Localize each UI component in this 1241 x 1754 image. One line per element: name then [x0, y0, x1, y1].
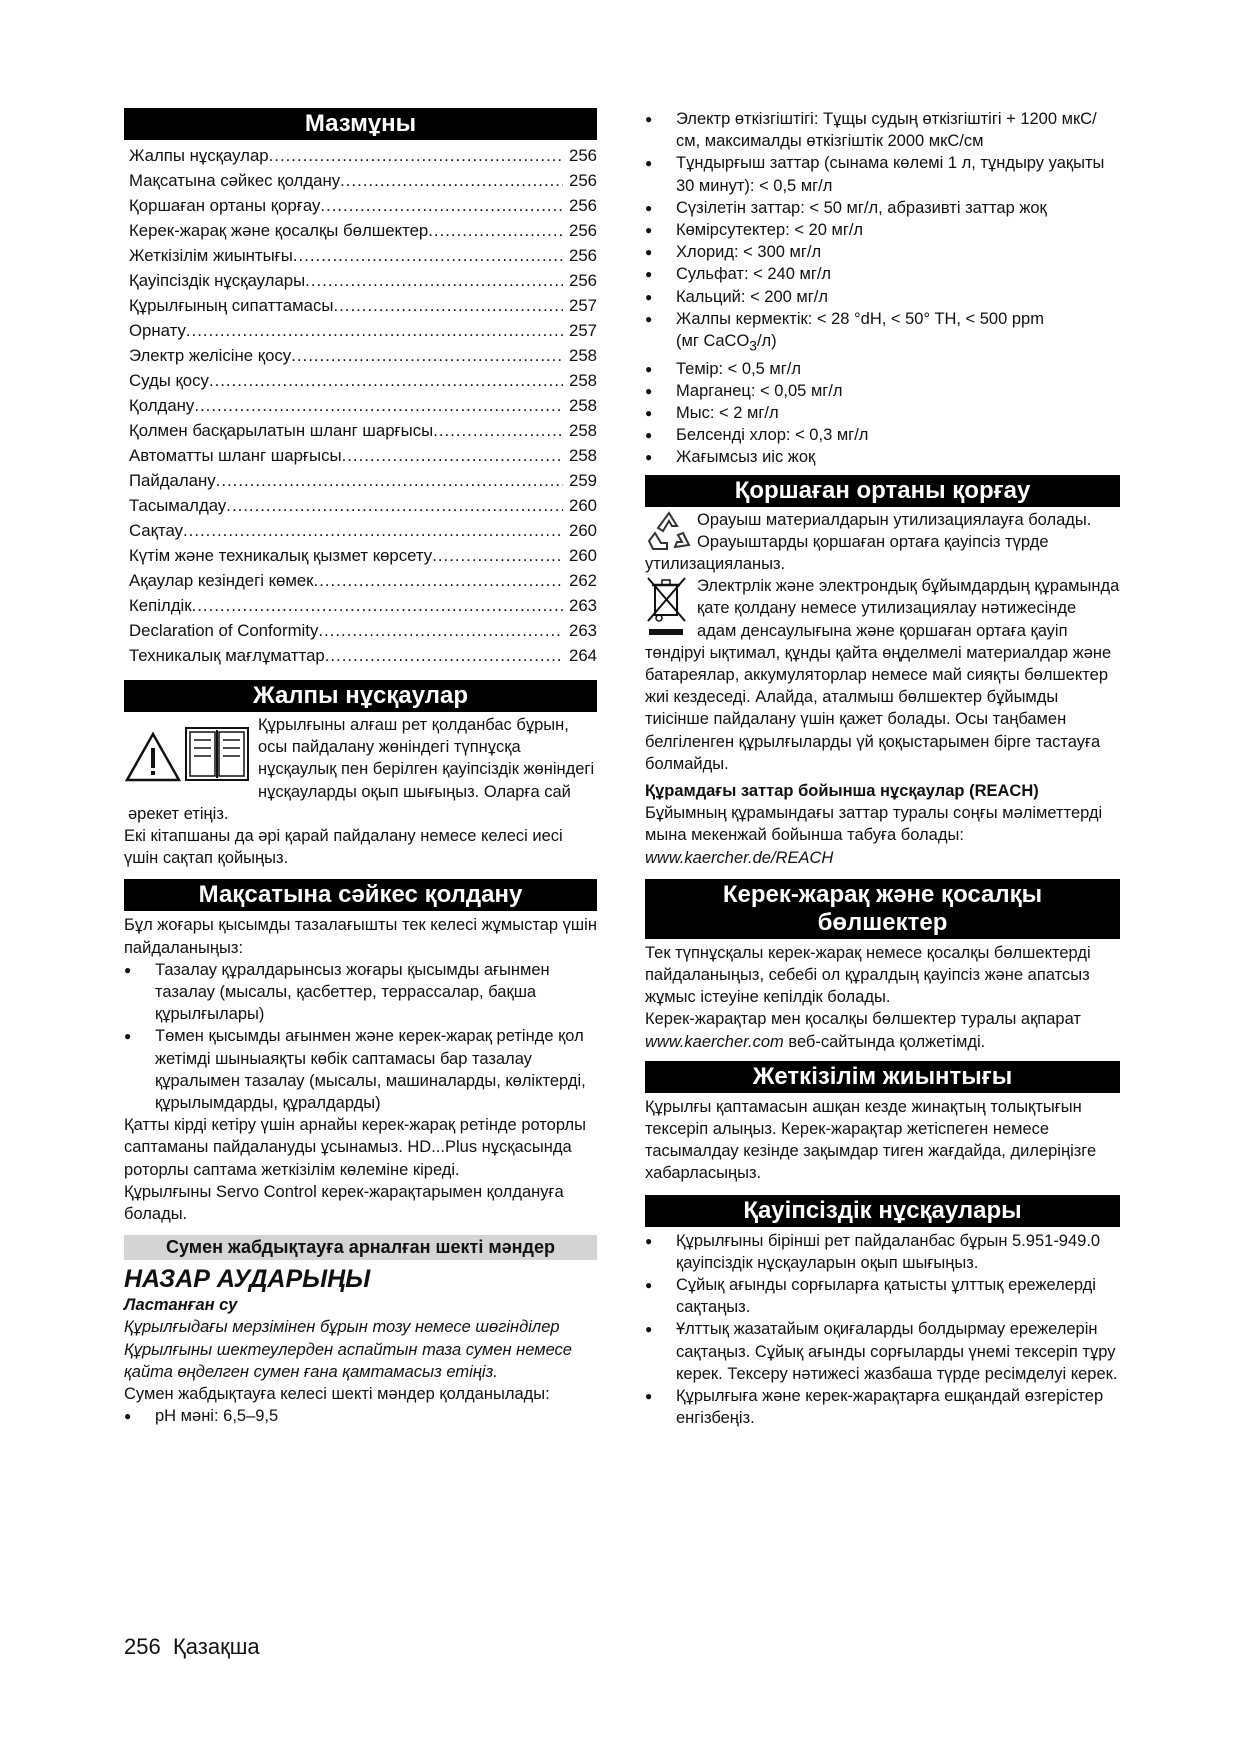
accessories-link[interactable]: www.kaercher.com	[645, 1032, 784, 1051]
toc-entry-page: 257	[569, 321, 597, 340]
toc-entry[interactable]	[129, 168, 597, 193]
toc-leader-dots	[314, 568, 563, 593]
toc-entry-page: 259	[569, 471, 597, 490]
toc-entry-page: 262	[569, 571, 597, 590]
toc-entry[interactable]	[129, 618, 597, 643]
accessories-text-b: веб-сайтында қолжетімді.	[788, 1032, 986, 1051]
toc-entry-page: 256	[569, 146, 597, 165]
reach-text	[645, 802, 1120, 869]
toc-entry[interactable]	[129, 543, 597, 568]
toc-entry-page: 257	[569, 296, 597, 315]
toc-leader-dots	[291, 343, 563, 368]
intended-paragraph-2: Құрылғыны Servo Control керек-жарақтарымен қолдануға болады.	[124, 1182, 564, 1224]
list-item: ● Хлорид: < 300 мг/л	[645, 241, 1120, 263]
general-paragraph-2: Екі кітапшаны да әрі қарай пайдалану немесе келесі иесі үшін сақтап қойыңыз.	[124, 827, 563, 868]
toc-entry[interactable]	[129, 593, 597, 618]
list-item: ● Сүзілетін заттар: < 50 мг/л, абразивті заттар жоқ	[645, 197, 1120, 219]
warning-book-icons	[124, 714, 252, 786]
toc-entry-label: Электр желісіне қосу	[129, 346, 292, 365]
toc-entry[interactable]	[129, 493, 597, 518]
toc-entry[interactable]	[129, 318, 597, 343]
list-item: ● Төмен қысымды ағынмен және керек-жарақ ретінде қол жетімді шыныаяқты көбік саптамасы бар тазалау құралымен тазалау (мысалы, машиналарды, көліктерді, құрылымдарды, құралдарды)	[124, 1025, 597, 1114]
environment-paragraph-2: Электрлік және электрондық бұйымдардың құрамында қате қолдану немесе утилизациялау нәтижесінде адам денсаулығына және қоршаған ортаға қауіп төндіруі ықтимал, құнды қайта өңделмелі материалдар және батареялар, аккумуляторлар немесе май сияқты бөлшектер жиі кездеседі. Алайда, аталмыш бөлшектер бұйымды тиісінше пайдалану үшін қажет болады. Осы таңбамен белгіленген құрылғыларды үй қоқыстарымен бірге тастауға болмайды.	[645, 577, 1120, 773]
general-heading: Жалпы нұсқаулар	[124, 680, 597, 712]
language-label: Қазақша	[172, 1634, 260, 1659]
toc-entry-page: 260	[569, 521, 597, 540]
water-intro: Сумен жабдықтауға келесі шекті мәндер қолданылады:	[124, 1385, 550, 1404]
toc-entry-label: Суды қосу	[129, 371, 209, 390]
hardness-caco3-b: /л)	[756, 332, 777, 351]
toc-entry-label: Declaration of Conformity	[129, 621, 319, 640]
list-item: ● Тазалау құралдарынсыз жоғары қысымды ағынмен тазалау (мысалы, қасбеттер, террассалар, бақша құрылғылары)	[124, 959, 597, 1026]
toc-entry-page: 256	[569, 196, 597, 215]
general-paragraph-1: Құрылғыны алғаш рет қолданбас бұрын, осы пайдалану жөніндегі түпнұсқа нұсқаулық пен берілген қауіпсіздік жөніндегі нұсқауларды оқып шығыңыз. Оларға сай әрекет етіңіз.	[128, 716, 595, 823]
reach-title: Құрамдағы заттар бойынша нұсқаулар (REACH)	[645, 781, 1039, 800]
reach-body: Бұйымның құрамындағы заттар туралы соңғы мәліметтерді мына мекенжай бойынша табуға болады:	[645, 804, 1103, 845]
toc-entry[interactable]	[129, 243, 597, 268]
toc-entry-label: Техникалық мағлұматтар	[129, 646, 325, 665]
toc-entry[interactable]	[129, 268, 597, 293]
toc-heading: Мазмұны	[124, 108, 597, 140]
toc-entry[interactable]	[129, 643, 597, 668]
intended-list	[124, 959, 597, 1114]
toc-leader-dots	[305, 268, 563, 293]
toc-entry-page: 256	[569, 246, 597, 265]
recycle-icon	[645, 509, 695, 553]
toc-entry-label: Автоматты шланг шарғысы	[129, 446, 342, 465]
toc-entry-page: 263	[569, 621, 597, 640]
toc-leader-dots	[293, 243, 563, 268]
toc-leader-dots	[433, 418, 563, 443]
warning-title: НАЗАР АУДАРЫҢЫ	[124, 1265, 371, 1294]
toc-entry[interactable]	[129, 193, 597, 218]
list-item: ● Сұйық ағынды сорғыларға қатысты ұлттық ережелерді сақтаңыз.	[645, 1274, 1120, 1318]
list-item: ● Құрылғыға және керек-жарақтарға ешқандай өзгерістер енгізбеңіз.	[645, 1385, 1120, 1429]
toc-leader-dots	[194, 393, 563, 418]
list-item: ● Ұлттық жазатайым оқиғаларды болдырмау ережелерін сақтаңыз. Сұйық ағынды сорғыларды үнемі тексеріп тұру керек. Тексеру нәтижесі жазбаша түрде ресімделуі керек.	[645, 1318, 1120, 1385]
toc-leader-dots	[186, 318, 563, 343]
toc-entry[interactable]	[129, 343, 597, 368]
intended-intro: Бұл жоғары қысымды тазалағышты тек келесі жұмыстар үшін пайдаланыңыз:	[124, 916, 597, 957]
toc-leader-dots	[318, 618, 563, 643]
list-item: ● pH мәні: 6,5–9,5	[124, 1405, 597, 1427]
toc-leader-dots	[342, 443, 563, 468]
water-limits-list-part-1	[124, 1405, 597, 1427]
toc-entry-label: Ақаулар кезіндегі көмек	[129, 571, 314, 590]
warning-triangle-icon	[124, 714, 252, 784]
list-item: ● Тұндырғыш заттар (сынама көлемі 1 л, тұндыру уақыты 30 минут): < 0,5 мг/л	[645, 152, 1120, 196]
toc-entry-label: Жеткізілім жиынтығы	[129, 246, 293, 265]
accessories-text-a: Керек-жарақтар мен қосалқы бөлшектер туралы ақпарат	[645, 1010, 1081, 1029]
list-item	[645, 308, 1120, 358]
toc-entry[interactable]	[129, 368, 597, 393]
warning-text-1: Құрылғыдағы мерзімінен бұрын тозу немесе шөгінділер	[124, 1318, 560, 1337]
toc-entry-page: 256	[569, 271, 597, 290]
toc-entry-label: Мақсатына сәйкес қолдану	[129, 171, 341, 190]
toc-entry-label: Құрылғының сипаттамасы	[129, 296, 334, 315]
toc-entry-page: 264	[569, 646, 597, 665]
intended-paragraph-1: Қатты кірді кетіру үшін арнайы керек-жарақ ретінде роторлы саптаманы пайдалануды ұсынамыз. HD...Plus нұсқасында роторлы саптама жеткізілім көлеміне кіреді.	[124, 1116, 586, 1179]
accessories-heading: Керек-жарақ және қосалқы бөлшектер	[645, 879, 1120, 939]
toc-entry-label: Қолмен басқарылатын шланг шарғысы	[129, 421, 434, 440]
toc-entry[interactable]	[129, 518, 597, 543]
toc-leader-dots	[320, 193, 563, 218]
warning-subtitle: Ластанған су	[124, 1296, 238, 1315]
toc-entry-page: 258	[569, 346, 597, 365]
list-item: ● Темір: < 0,5 мг/л	[645, 358, 1120, 380]
toc-entry-label: Қауіпсіздік нұсқаулары	[129, 271, 306, 290]
list-item: ● Мыс: < 2 мг/л	[645, 402, 1120, 424]
reach-link[interactable]: www.kaercher.de/REACH	[645, 848, 834, 867]
toc-entry-page: 256	[569, 221, 597, 240]
toc-entry-label: Сақтау	[129, 521, 184, 540]
toc-leader-dots	[333, 293, 563, 318]
toc-leader-dots	[340, 168, 563, 193]
list-item: ● Құрылғыны бірінші рет пайдаланбас бұрын 5.951-949.0 қауіпсіздік нұсқауларын оқып шығыңыз.	[645, 1230, 1120, 1274]
toc-entry-page: 258	[569, 371, 597, 390]
page-number: 256	[124, 1634, 161, 1659]
toc-leader-dots	[432, 543, 563, 568]
toc-leader-dots	[325, 643, 563, 668]
hardness-caco3-sub: 3	[749, 338, 757, 354]
general-section	[124, 714, 597, 869]
safety-heading: Қауіпсіздік нұсқаулары	[645, 1195, 1120, 1227]
accessories-paragraph-1: Тек түпнұсқалы керек-жарақ немесе қосалқы бөлшектерді пайдаланыңыз, себебі ол құралдың қауіпсіз және апатсыз жұмыс істеуіне кепілдік болады.	[645, 943, 1091, 1007]
environment-section	[645, 509, 1120, 869]
toc-leader-dots	[192, 593, 563, 618]
hardness-text: Жалпы кермектік: < 28 °dH, < 50° TH, < 500 ppm	[676, 309, 1044, 328]
toc-entry[interactable]	[129, 468, 597, 493]
toc-entry-label: Жалпы нұсқаулар	[129, 146, 269, 165]
environment-heading: Қоршаған ортаны қорғау	[645, 475, 1120, 507]
hardness-caco3-a: (мг CaCO	[676, 332, 750, 351]
toc-entry-label: Қоршаған ортаны қорғау	[129, 196, 321, 215]
list-item: ● Белсенді хлор: < 0,3 мг/л	[645, 424, 1120, 446]
toc-leader-dots	[226, 493, 563, 518]
toc-entry[interactable]	[129, 143, 597, 168]
toc-entry[interactable]	[129, 443, 597, 468]
warning-text-2: Құрылғыны шектеулерден аспайтын таза сумен немесе қайта өңделген сумен ғана қамтамасыз етіңіз.	[124, 1340, 572, 1381]
toc-entry-page: 263	[569, 596, 597, 615]
toc-entry-page: 260	[569, 496, 597, 515]
toc-entry[interactable]	[129, 418, 597, 443]
safety-list	[645, 1230, 1120, 1430]
right-column	[645, 108, 1120, 1429]
water-limits-heading: Сумен жабдықтауға арналған шекті мәндер	[124, 1235, 597, 1260]
toc-entry-label: Пайдалану	[129, 471, 216, 490]
toc-entry-label: Орнату	[129, 321, 186, 340]
list-item: ● Кальций: < 200 мг/л	[645, 286, 1120, 308]
toc-entry-page: 256	[569, 171, 597, 190]
toc-leader-dots	[183, 518, 563, 543]
toc-entry-page: 260	[569, 546, 597, 565]
table-of-contents	[124, 143, 597, 668]
water-limits-list-part-2	[645, 108, 1120, 469]
delivery-paragraph: Құрылғы қаптамасын ашқан кезде жинақтың толықтығын тексеріп алыңыз. Керек-жарақтар жетіспеген немесе тасымалдау кезінде зақымдар тиген жағдайда, дилеріңізге хабарласыңыз.	[645, 1097, 1097, 1183]
toc-entry[interactable]	[129, 218, 597, 243]
left-column	[124, 108, 597, 1427]
toc-leader-dots	[216, 468, 563, 493]
toc-entry[interactable]	[129, 293, 597, 318]
page-footer	[124, 1634, 260, 1660]
toc-entry-page: 258	[569, 396, 597, 415]
toc-leader-dots	[269, 143, 563, 168]
toc-entry-label: Күтім және техникалық қызмет көрсету	[129, 546, 433, 565]
toc-leader-dots	[209, 368, 563, 393]
toc-entry[interactable]	[129, 393, 597, 418]
intended-use-heading: Мақсатына сәйкес қолдану	[124, 879, 597, 911]
list-item: ● Көмірсутектер: < 20 мг/л	[645, 219, 1120, 241]
manual-book-icon	[186, 728, 248, 780]
toc-entry-label: Қолдану	[129, 396, 195, 415]
list-item: ● Жағымсыз иіс жоқ	[645, 446, 1120, 468]
toc-entry-page: 258	[569, 421, 597, 440]
toc-leader-dots	[428, 218, 563, 243]
delivery-heading: Жеткізілім жиынтығы	[645, 1061, 1120, 1093]
environment-paragraph-1: Орауыш материалдарын утилизациялауға болады. Орауыштарды қоршаған ортаға қауіпсіз түрде утилизацияланыз.	[645, 510, 1092, 573]
toc-entry-label: Кепілдік	[129, 596, 192, 615]
toc-entry[interactable]	[129, 568, 597, 593]
crossed-bin-icon	[645, 575, 695, 641]
toc-entry-label: Керек-жарақ және қосалқы бөлшектер	[129, 221, 429, 240]
list-item: ● Сульфат: < 240 мг/л	[645, 263, 1120, 285]
toc-entry-page: 258	[569, 446, 597, 465]
list-item: ● Электр өткізгіштігі: Тұщы судың өткізгіштігі + 1200 мкС/см, максималды өткізгіштік 2000 мкС/см	[645, 108, 1120, 152]
accessories-paragraph-2	[645, 1008, 1120, 1052]
list-item: ● Марганец: < 0,05 мг/л	[645, 380, 1120, 402]
toc-entry-label: Тасымалдау	[129, 496, 227, 515]
